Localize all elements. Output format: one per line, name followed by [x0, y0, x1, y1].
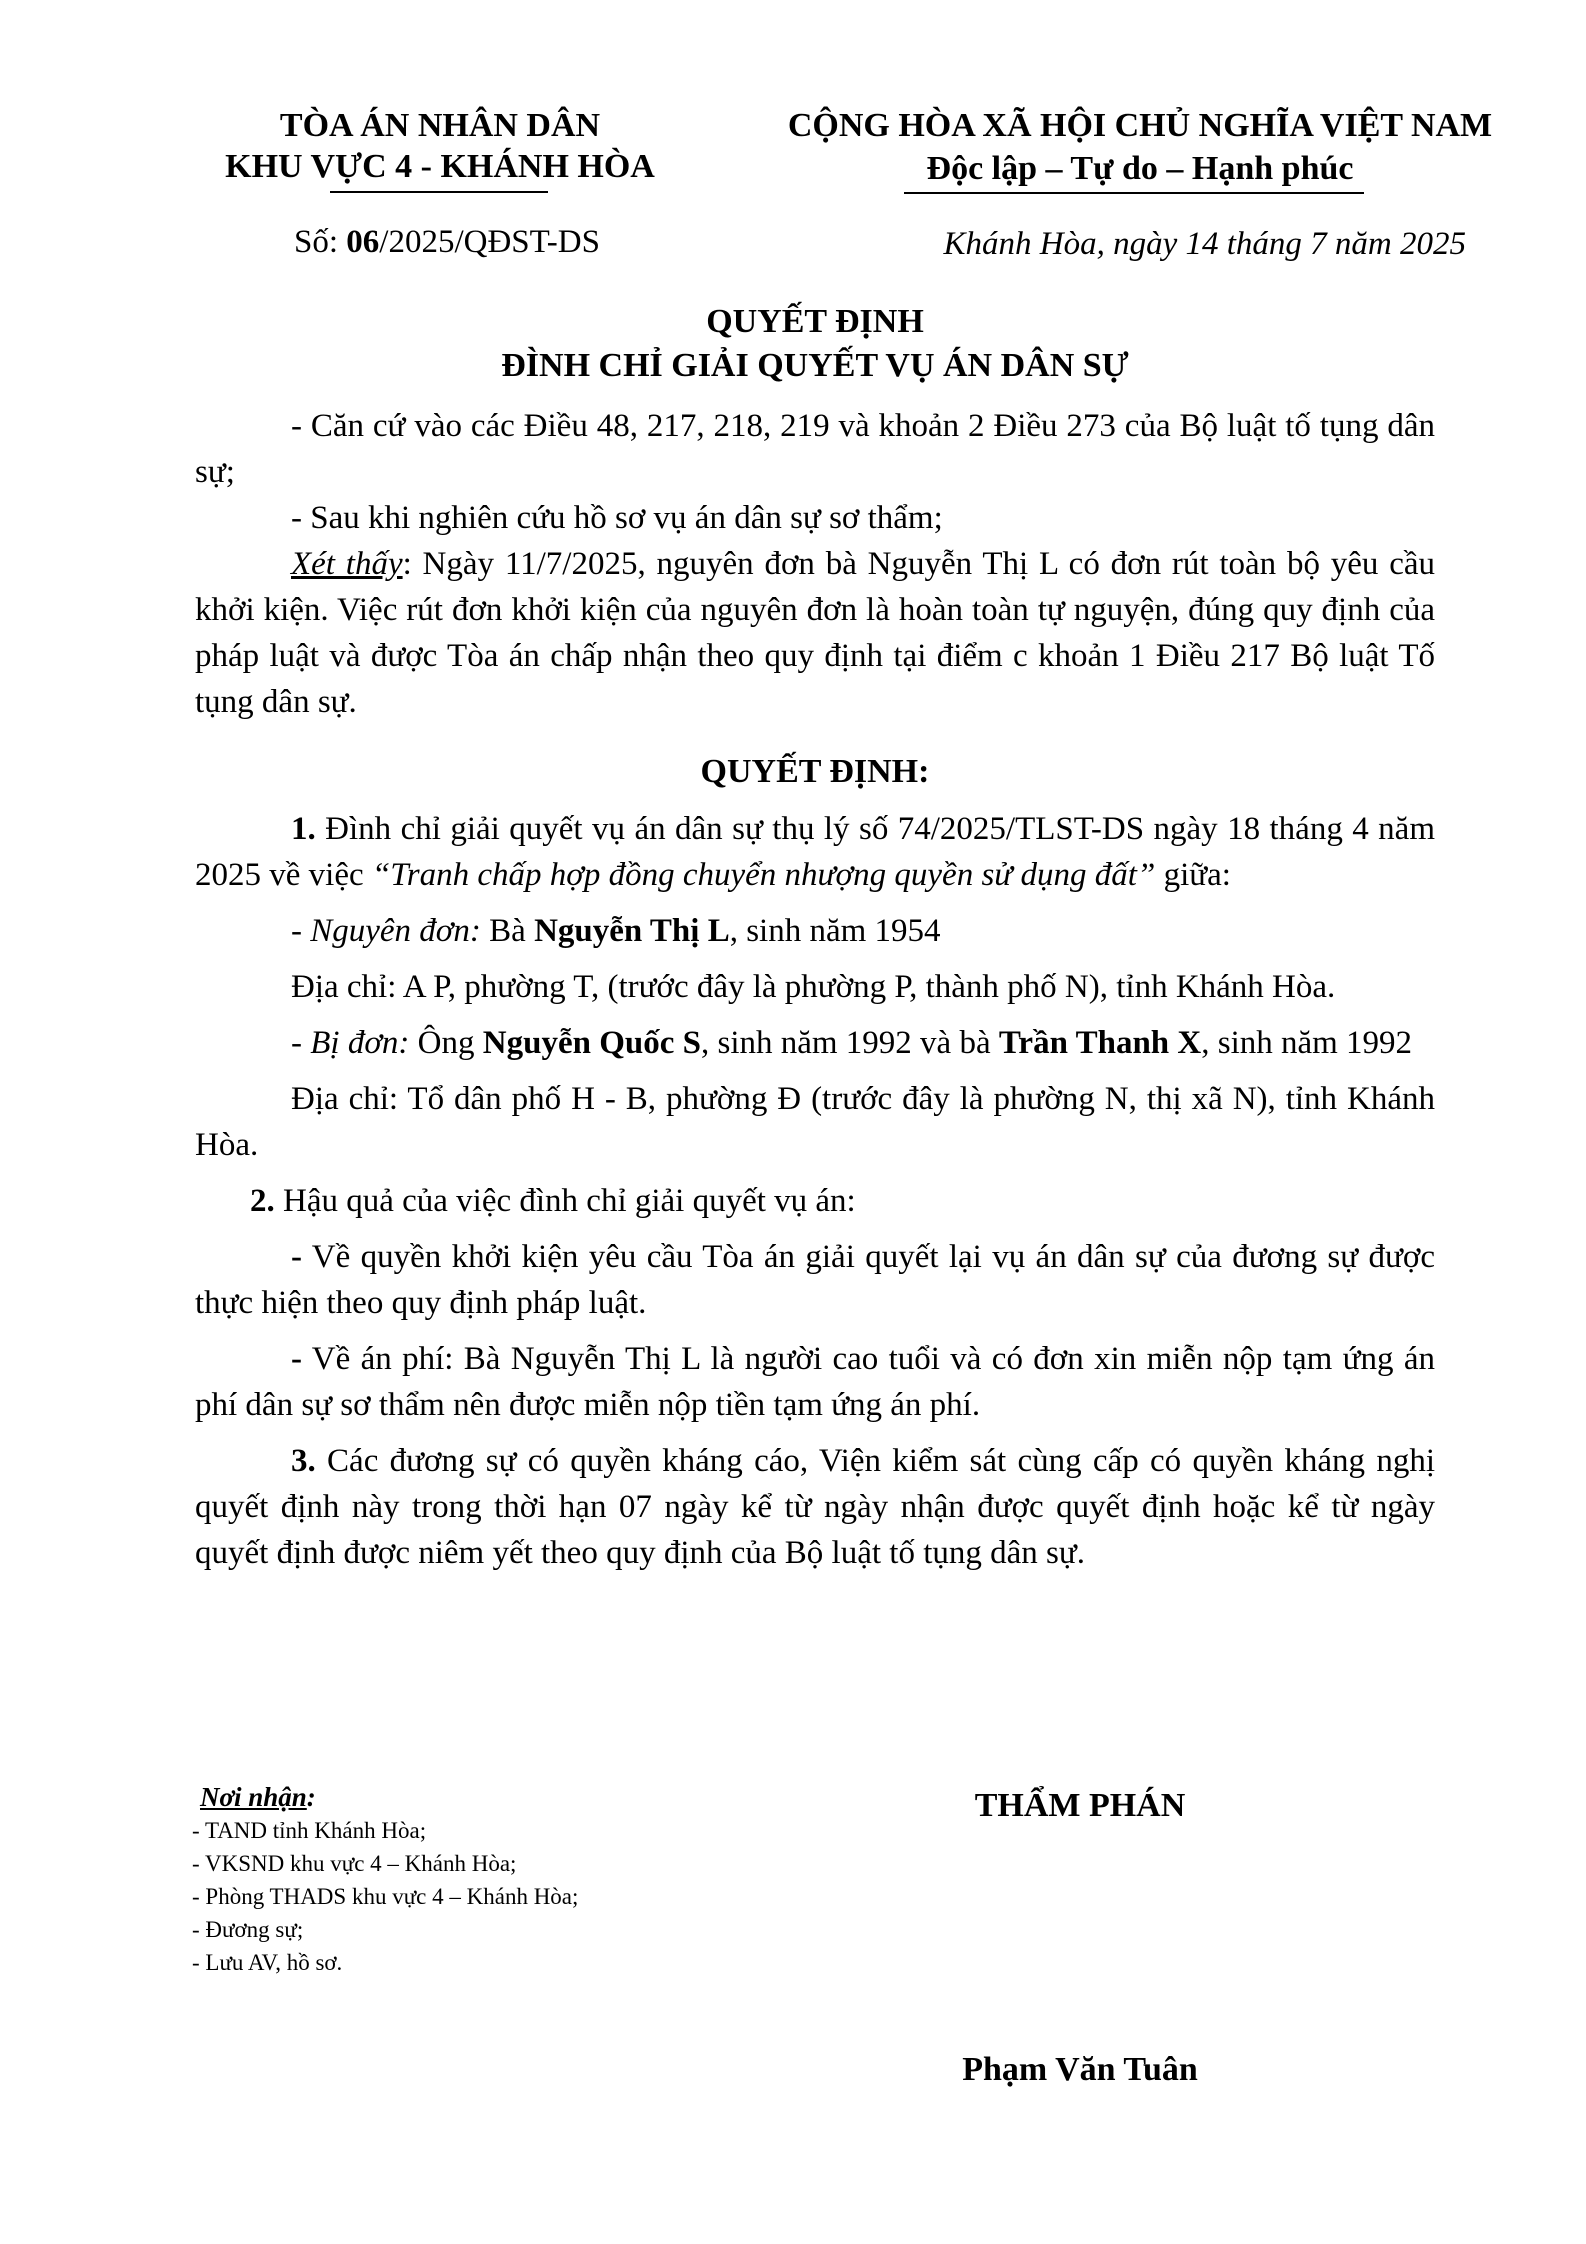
recipient-item: - Đương sự;: [192, 1917, 304, 1942]
item-2b-text: Về án phí: Bà Nguyễn Thị L là người cao tuổi và có đơn xin miễn nộp tạm ứng án phí dân sự sơ thẩm nên được miễn nộp tiền tạm ứng án phí.: [195, 1341, 1435, 1423]
plaintiff: [195, 908, 1435, 954]
defendant-prefix: Ông: [409, 1025, 483, 1061]
item-1-tail: giữa:: [1155, 857, 1231, 893]
item-2-number: 2.: [250, 1183, 275, 1219]
document-number-bold: 06: [346, 224, 380, 260]
plaintiff-address: Địa chỉ: A P, phường T, (trước đây là phường P, thành phố N), tỉnh Khánh Hòa.: [291, 969, 1336, 1005]
defendant-name-1: Nguyễn Quốc S: [482, 1025, 701, 1061]
preamble: [195, 403, 1435, 725]
item-2: [195, 1178, 1435, 1224]
item-2a-dash: -: [291, 1239, 302, 1275]
recipients-colon: :: [306, 1782, 316, 1812]
plaintiff-label: - Nguyên đơn:: [291, 913, 481, 949]
finding-label: Xét thấy: [291, 546, 403, 582]
defendant-name-2: Trần Thanh X: [998, 1025, 1202, 1061]
item-1: [195, 806, 1435, 898]
motto-underline: [904, 192, 1364, 194]
recipient-item: - Phòng THADS khu vực 4 – Khánh Hòa;: [192, 1884, 579, 1909]
defendant-birth: , sinh năm 1992: [1201, 1025, 1413, 1061]
signer-name: Phạm Văn Tuân: [962, 2051, 1198, 2088]
court-underline: [330, 191, 548, 193]
item-3-number: 3.: [291, 1443, 316, 1479]
plaintiff-prefix: Bà: [480, 913, 535, 949]
decision-heading: QUYẾT ĐỊNH:: [700, 753, 930, 790]
legal-basis: - Căn cứ vào các Điều 48, 217, 218, 219 và khoản 2 Điều 273 của Bộ luật tố tụng dân sự;: [195, 408, 1435, 490]
signer-role: THẨM PHÁN: [974, 1787, 1186, 1824]
defendant: [195, 1020, 1435, 1066]
item-3: [195, 1438, 1435, 1576]
nation-title: CỘNG HÒA XÃ HỘI CHỦ NGHĨA VIỆT NAM: [787, 107, 1493, 144]
recipient-item: - Lưu AV, hồ sơ.: [192, 1950, 343, 1975]
item-1-number: 1.: [291, 811, 316, 847]
item-1-text: Đình chỉ giải quyết vụ án dân sự thụ lý số 74/2025/TLST-DS ngày 18 tháng 4 năm 2025 về việc: [195, 811, 1435, 893]
defendant-address: Địa chỉ: Tổ dân phố H - B, phường Đ (trước đây là phường N, thị xã N), tỉnh Khánh Hòa.: [195, 1081, 1435, 1163]
plaintiff-birth: , sinh năm 1954: [729, 913, 941, 949]
defendant-mid: , sinh năm 1992 và bà: [700, 1025, 999, 1061]
court-name-line2: KHU VỰC 4 - KHÁNH HÒA: [225, 148, 655, 185]
decision-title: QUYẾT ĐỊNH: [706, 303, 924, 340]
item-2b: [195, 1336, 1435, 1428]
defendant-label: - Bị đơn:: [291, 1025, 410, 1061]
item-2a: [195, 1234, 1435, 1326]
item-2a-text: Về quyền khởi kiện yêu cầu Tòa án giải quyết lại vụ án dân sự của đương sự được thực hiện theo quy định pháp luật.: [195, 1239, 1435, 1321]
decision-items: [195, 806, 1435, 1576]
court-name-line1: TÒA ÁN NHÂN DÂN: [279, 107, 601, 144]
nation-motto: Độc lập – Tự do – Hạnh phúc: [926, 150, 1354, 187]
item-2-text: Hậu quả của việc đình chỉ giải quyết vụ án:: [274, 1183, 856, 1219]
finding: [195, 541, 1435, 725]
finding-text: : Ngày 11/7/2025, nguyên đơn bà Nguyễn Thị L có đơn rút toàn bộ yêu cầu khởi kiện. Việc rút đơn khởi kiện của nguyên đơn là hoàn toàn tự nguyện, đúng quy định của pháp luật và được Tòa án chấp nhận theo quy định tại điểm c khoản 1 Điều 217 Bộ luật Tố tụng dân sự.: [195, 546, 1435, 720]
recipients-block: [192, 1780, 832, 1979]
item-1-case-subject: “Tranh chấp hợp đồng chuyển nhượng quyền sử dụng đất”: [371, 857, 1156, 893]
document-number-suffix: /2025/QĐST-DS: [379, 224, 600, 260]
decision-subtitle: ĐÌNH CHỈ GIẢI QUYẾT VỤ ÁN DÂN SỰ: [501, 347, 1129, 384]
recipients-label: Nơi nhận: [200, 1782, 307, 1812]
item-2b-dash: -: [291, 1341, 302, 1377]
recipient-item: - TAND tỉnh Khánh Hòa;: [192, 1818, 427, 1843]
recipients-heading: [192, 1780, 832, 1814]
document-number-prefix: Số:: [294, 224, 347, 260]
item-3-text: Các đương sự có quyền kháng cáo, Viện kiểm sát cùng cấp có quyền kháng nghị quyết định này trong thời hạn 07 ngày kể từ ngày nhận được quyết định hoặc kể từ ngày quyết định được niêm yết theo quy định của Bộ luật tố tụng dân sự.: [195, 1443, 1435, 1571]
document-number: [294, 224, 600, 261]
plaintiff-name: Nguyễn Thị L: [534, 913, 730, 949]
recipient-item: - VKSND khu vực 4 – Khánh Hòa;: [192, 1851, 517, 1876]
case-review: - Sau khi nghiên cứu hồ sơ vụ án dân sự sơ thẩm;: [291, 500, 943, 536]
place-date: Khánh Hòa, ngày 14 tháng 7 năm 2025: [943, 226, 1466, 262]
